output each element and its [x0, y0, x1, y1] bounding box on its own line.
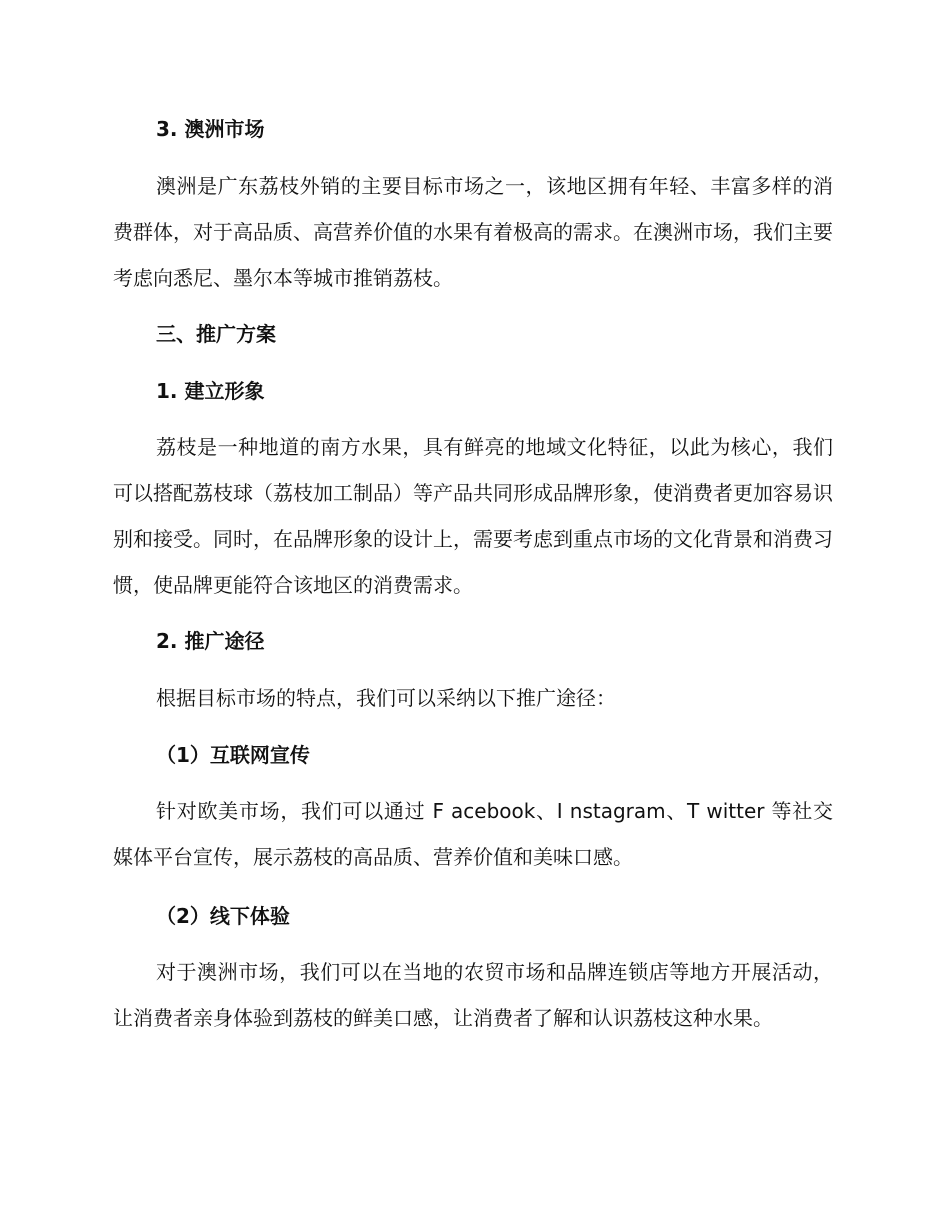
paragraph-build-image: 荔枝是一种地道的南方水果，具有鲜亮的地域文化特征，以此为核心，我们可以搭配荔枝球（荔枝加工制品）等产品共同形成品牌形象，使消费者更加容易识别和接受。同时，在品牌形象的设计上，需要考虑到重点市场的文化背景和消费习惯，使品牌更能符合该地区的消费需求。	[113, 435, 833, 597]
section-heading-build-image: 1. 建立形象	[156, 379, 265, 403]
paragraph-channels-intro: 根据目标市场的特点，我们可以采纳以下推广途径：	[156, 686, 616, 710]
subsection-heading-offline: （2）线下体验	[156, 904, 290, 928]
section-heading-promotion-channels: 2. 推广途径	[156, 629, 265, 653]
paragraph-offline: 对于澳洲市场，我们可以在当地的农贸市场和品牌连锁店等地方开展活动，让消费者亲身体验到荔枝的鲜美口感，让消费者了解和认识荔枝这种水果。	[113, 960, 833, 1030]
paragraph-internet: 针对欧美市场，我们可以通过 F acebook、I nstagram、T witter 等社交媒体平台宣传，展示荔枝的高品质、营养价值和美味口感。	[113, 799, 833, 869]
paragraph-australia-market: 澳洲是广东荔枝外销的主要目标市场之一，该地区拥有年轻、丰富多样的消费群体，对于高品质、高营养价值的水果有着极高的需求。在澳洲市场，我们主要考虑向悉尼、墨尔本等城市推销荔枝。	[113, 174, 833, 290]
subsection-heading-internet: （1）互联网宣传	[156, 743, 310, 767]
section-heading-promotion-plan: 三、推广方案	[156, 322, 276, 346]
section-heading-australia-market: 3. 澳洲市场	[156, 117, 265, 141]
